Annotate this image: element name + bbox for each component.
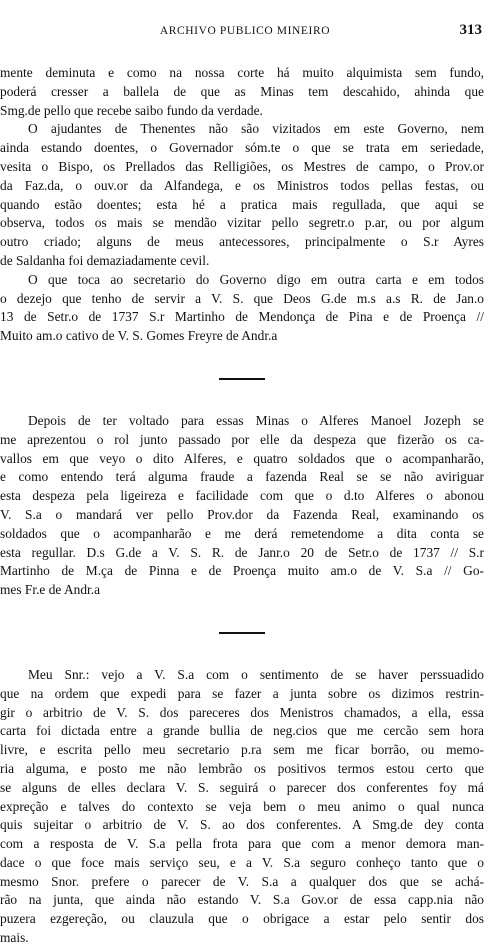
text-line: mais. [0,930,29,946]
text-line: soldados que o acompanharão e me derá remetendome a dita conta se [0,525,484,541]
text-line: expreção e talves do contexto se veja bem o meu animo o qual nunca [0,798,484,814]
text-line: observa, todos os mais se mendão vizitar pello segretr.o p.ar, ou por algum [0,215,484,231]
text-line: V. S.a o mandará ver pello Prov.dor da Fazenda Real, examinando os [0,506,484,522]
section-spacer [0,600,484,632]
text-line: carta foi dictada entre a grande bullia de neg.cios que me cercão sem hora [0,723,484,739]
text-line: Depois de ter voltado para essas Minas o Alferes Manoel Jozeph se [28,412,484,428]
text-line: da Faz.da, o ouv.or da Alfandega, e os Ministros todos pellas festas, ou [0,177,484,193]
text-line: Muito am.o cativo de V. S. Gomes Freyre de Andr.a [0,328,278,344]
text-line: vesita o Bispo, os Prellados das Relligiões, os Mestres de campo, o Prov.or [0,158,484,174]
text-line: Martinho de M.ça de Pinna e de Proença muito am.o de V. S.a // Go- [0,563,484,579]
section-spacer [0,380,484,412]
text-line: puzera ezgereção, ou clauzula que o obrigace a estar pelo sentir dos [0,911,484,927]
text-line: gir o arbitrio de V. S. dos pareceres dos Menistros chamados, a ella, essa [0,704,484,720]
page-number: 313 [459,22,482,38]
letter-section [0,412,484,600]
text-line: e como entendo terá alguma fraude a fazenda Real se se não aviriguar [0,469,484,485]
text-line: ria alguma, e posto me não lembrão os positivos termos estou certo que [0,760,484,776]
text-line: quis sujeitar o arbitrio de V. S. ao dos conferentes. A Smg.de dey conta [0,817,484,833]
running-title: ARCHIVO PUBLICO MINEIRO [159,25,331,37]
section-spacer [0,346,484,378]
text-line: mente deminuta e como na nossa corte há muito alquimista sem fundo, [0,65,484,80]
letter-section [0,666,484,948]
document-body [0,64,484,948]
text-line: que na ordem que expedi para se fazer a junta sobre os dizimos restrin- [0,685,484,701]
section-spacer [0,634,484,666]
text-line: dace o que foce mais serviço seu, e a V. S.a seguro conheço tanto que o [0,854,484,870]
text-line: me aprezentou o rol junto passado por elle da despeza que fizerão os ca- [0,431,484,447]
text-line: Meu Snr.: vejo a V. S.a com o sentimento de se haver perssuadido [28,666,484,682]
text-line: O ajudantes de Thenentes não são vizitados em este Governo, nem [28,121,484,137]
letter-section [0,64,484,346]
running-header [0,22,490,40]
text-line: Smg.de pello que recebe saibo fundo da verdade. [0,102,263,118]
text-line: o dezejo que tenho de servir a V. S. que Deos G.de m.s a.s R. de Jan.o [0,290,484,306]
text-line: com a resposta de V. S.a pella frota para que com a menor demora man- [0,836,484,852]
text-line: esta despeza pela ligeireza e facilidade com que o d.to Alferes o abonou [0,488,484,504]
text-line: mes Fr.e de Andr.a [0,582,101,598]
text-line: outro criado; alguns de meus antecessores, principalmente o S.r Ayres [0,234,484,250]
text-line: livre, e escrita pello meu secretario p.ra sem me ficar borrão, ou memo- [0,742,484,758]
text-line: vallos em que veyo o dito Alferes, e quatro soldados que o acompanharão, [0,450,484,466]
text-line: esta regullar. D.s G.de a V. S. R. de Janr.o 20 de Setr.o de 1737 // S.r [0,544,484,560]
text-line: mesmo Snor. prefere o parecer de V. S.a a qualquer dos que se achá- [0,873,484,889]
text-line: se alguns de elles declara V. S. seguirá o parecer dos conferentes foy má [0,779,484,795]
text-line: ainda estando doentes, o Governador sóm.te o que se trata em seriedade, [0,140,484,156]
text-line: rão na junta, que ainda não estando V. S.a Gov.or de essa capp.nia não [0,892,484,908]
text-line: de Saldanha foi demaziadamente cevil. [0,252,210,268]
text-line: O que toca ao secretario do Governo digo em outra carta e em todos [28,271,484,287]
text-line: quando estão doentes; esta hé a pratica mais regullada, que aqui se [0,196,484,212]
text-line: poderá cresser a ballela de que as Minas tem descahido, ahinda que [0,83,484,99]
text-line: 13 de Setr.o de 1737 S.r Martinho de Mendonça de Pina e de Proença // [0,309,484,325]
